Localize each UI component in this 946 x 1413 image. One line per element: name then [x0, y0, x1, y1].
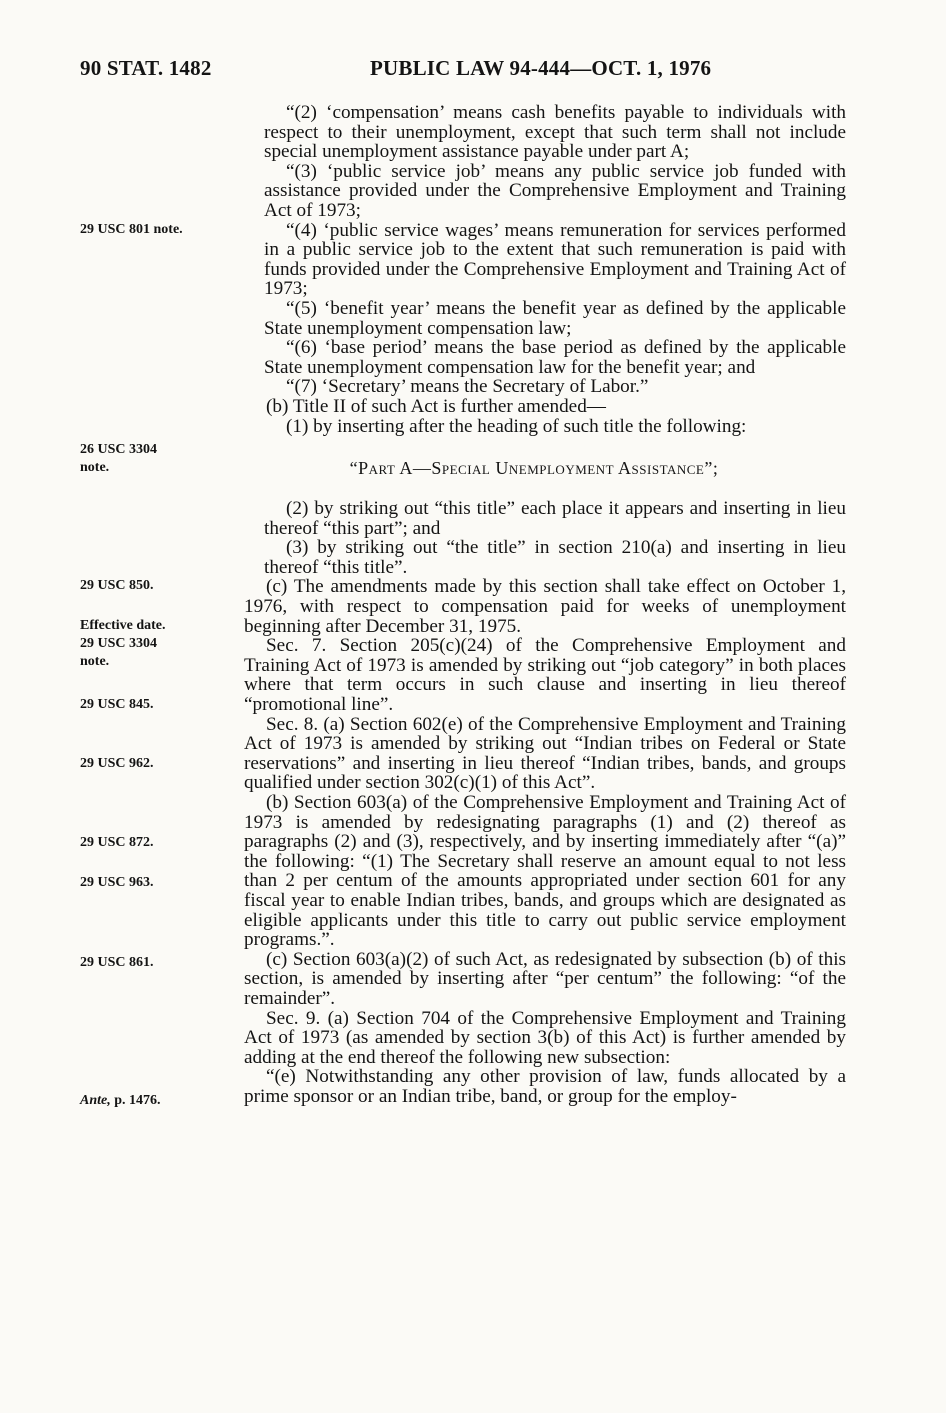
- margin-note-note-2: note.: [80, 654, 110, 669]
- paragraph-b1: (1) by inserting after the heading of such title the following:: [286, 415, 747, 437]
- margin-note-ante: [80, 1092, 161, 1109]
- definition-6: “(6) ‘base period’ means the base period as defined by the applicable State unemployment compensation law for the benefit year; and: [264, 337, 846, 378]
- subsection-b-intro: [222, 397, 846, 417]
- subsection-b-paragraphs: [222, 499, 846, 577]
- subsection-c: (c) The amendments made by this section shall take effect on October 1, 1976, with respect to compensation paid for weeks of unemployment beginning after December 31, 1975.: [244, 576, 846, 637]
- definitions-block: [222, 103, 846, 397]
- margin-note-26-usc-3304: 26 USC 3304: [80, 442, 158, 457]
- margin-note-effective-date: Effective date.: [80, 618, 166, 633]
- statute-page-number: 90 STAT. 1482: [80, 56, 212, 80]
- section-7: Sec. 7. Section 205(c)(24) of the Comprehensive Employment and Training Act of 1973 is amended by striking out “job category” in both places where that term occurs in such clause and inserting in lieu thereof “promotional line”.: [244, 635, 846, 716]
- margin-note-29-usc-872: 29 USC 872.: [80, 835, 154, 850]
- subsection-b: (b) Title II of such Act is further amended—: [266, 395, 606, 417]
- section-8-c: (c) Section 603(a)(2) of such Act, as redesignated by subsection (b) of this section, is amended by inserting after “per centum” the following: “of the remainder”.: [244, 948, 846, 1009]
- page-header: [80, 56, 870, 86]
- margin-note-29-usc-3304: 29 USC 3304: [80, 636, 158, 651]
- part-a-heading: “Part A—Special Unemployment Assistance”;: [349, 458, 719, 479]
- paragraph-b2: (2) by striking out “this title” each place it appears and inserting in lieu thereof “this part”; and: [264, 498, 846, 539]
- margin-note-29-usc-801: 29 USC 801 note.: [80, 222, 183, 237]
- section-9-e: “(e) Notwithstanding any other provision of law, funds allocated by a prime sponsor or an Indian tribe, band, or group for the employ-: [244, 1066, 846, 1107]
- margin-note-29-usc-861: 29 USC 861.: [80, 955, 154, 970]
- margin-note-29-usc-850: 29 USC 850.: [80, 578, 154, 593]
- definition-5: “(5) ‘benefit year’ means the benefit year as defined by the applicable State unemployment compensation law;: [264, 297, 846, 339]
- section-8-a: Sec. 8. (a) Section 602(e) of the Comprehensive Employment and Training Act of 1973 is amended by striking out “Indian tribes on Federal or State reservations” and inserting in lieu thereof “Indian tribes, bands, and groups qualified under section 302(c)(1) of this Act”.: [244, 713, 846, 794]
- margin-note-ante-italic: Ante,: [80, 1093, 111, 1108]
- margin-note-ante-page: p. 1476.: [110, 1093, 161, 1108]
- section-9-a: Sec. 9. (a) Section 704 of the Comprehensive Employment and Training Act of 1973 (as amended by section 3(b) of this Act) is further amended by adding at the end thereof the following new subsection:: [244, 1007, 846, 1068]
- margin-note-29-usc-962: 29 USC 962.: [80, 756, 154, 771]
- margin-note-note: note.: [80, 460, 110, 475]
- paragraph-b3: (3) by striking out “the title” in section 210(a) and inserting in lieu thereof “this title”.: [264, 537, 846, 578]
- body-text: [222, 103, 846, 1107]
- section-8-b: (b) Section 603(a) of the Comprehensive Employment and Training Act of 1973 is amended by redesignating paragraphs (1) and (2) thereof as paragraphs (2) and (3), respectively, and by inserting immediately after “(a)” the following: “(1) The Secretary shall reserve an amount equal to not less than 2 per centum of the amounts appropriated under section 601 for any fiscal year to enable Indian tribes, bands, and groups which are designated as eligible applicants under this title to carry out public service employment programs.”.: [244, 792, 846, 951]
- definition-3: “(3) ‘public service job’ means any public service job funded with assistance provided under the Comprehensive Employment and Training Act of 1973;: [264, 160, 846, 221]
- definition-2: “(2) ‘compensation’ means cash benefits payable to individuals with respect to their unemployment, except that such term shall not include special unemployment assistance payable under part A;: [264, 102, 846, 163]
- subsection-b-paragraph-1: [222, 417, 846, 437]
- sections-block: [222, 577, 846, 1106]
- definition-7: “(7) ‘Secretary’ means the Secretary of Labor.”: [286, 376, 649, 398]
- definition-4: “(4) ‘public service wages’ means remuneration for services performed in a public service job to the extent that such remuneration is paid with funds provided under the Comprehensive Employment and Training Act of 1973;: [264, 219, 846, 300]
- margin-note-29-usc-845: 29 USC 845.: [80, 697, 154, 712]
- public-law-title: PUBLIC LAW 94-444—OCT. 1, 1976: [370, 56, 712, 80]
- margin-note-29-usc-963: 29 USC 963.: [80, 875, 154, 890]
